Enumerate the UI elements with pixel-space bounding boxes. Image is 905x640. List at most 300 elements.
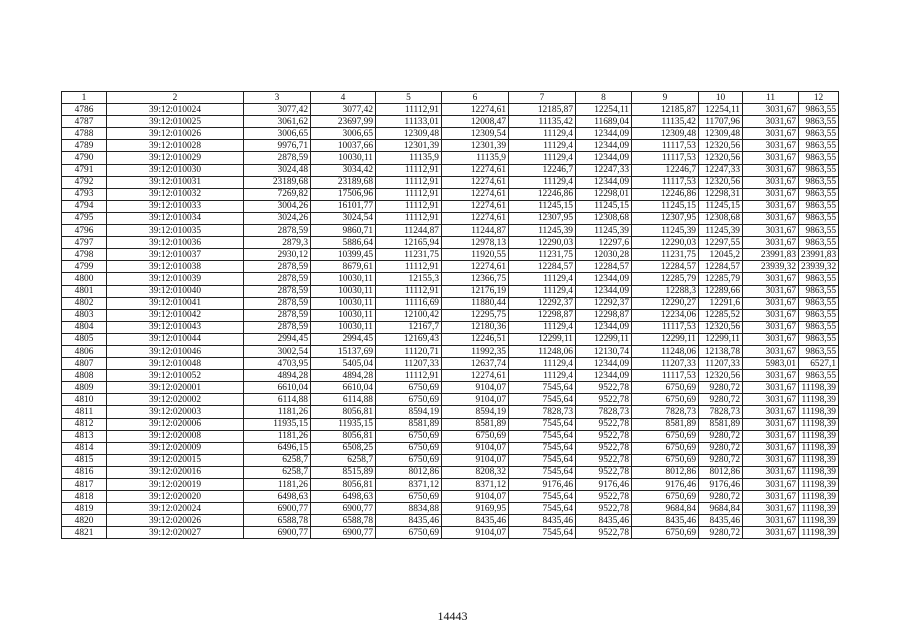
table-row	[62, 309, 839, 321]
table-cell: 6750,69	[632, 491, 699, 503]
table-cell: 3031,67	[743, 394, 799, 406]
table-cell: 11245,39	[632, 225, 699, 237]
table-cell: 3031,67	[743, 152, 799, 164]
table-cell: 2994,45	[244, 333, 311, 345]
table-cell: 11198,39	[799, 491, 839, 503]
table-cell: 4703,95	[244, 358, 311, 370]
table-cell: 12285,79	[632, 273, 699, 285]
table-cell: 11198,39	[799, 382, 839, 394]
table-cell: 4796	[62, 225, 107, 237]
table-cell: 4820	[62, 515, 107, 527]
table-cell: 6750,69	[632, 430, 699, 442]
table-cell: 39:12:020009	[107, 442, 244, 454]
table-cell: 12320,56	[699, 176, 743, 188]
table-cell: 2994,45	[311, 333, 376, 345]
table-cell: 12246,86	[509, 188, 576, 200]
table-cell: 7545,64	[509, 430, 576, 442]
column-header-4: 4	[311, 92, 376, 104]
table-cell: 3031,67	[743, 527, 799, 539]
table-cell: 39:12:010037	[107, 249, 244, 261]
table-cell: 8371,12	[376, 479, 442, 491]
table-cell: 7545,64	[509, 454, 576, 466]
table-cell: 11245,39	[576, 225, 632, 237]
table-cell: 3061,62	[244, 116, 311, 128]
table-cell: 12637,74	[442, 358, 509, 370]
table-row	[62, 152, 839, 164]
table-cell: 12169,43	[376, 333, 442, 345]
table-cell: 39:12:010026	[107, 128, 244, 140]
table-cell: 11245,39	[509, 225, 576, 237]
table-cell: 23189,68	[311, 176, 376, 188]
table-cell: 3024,26	[244, 212, 311, 224]
table-cell: 3031,67	[743, 225, 799, 237]
table-cell: 4818	[62, 491, 107, 503]
table-cell: 9863,55	[799, 212, 839, 224]
table-cell: 9522,78	[576, 503, 632, 515]
table-cell: 12285,52	[699, 309, 743, 321]
table-cell: 12185,87	[509, 104, 576, 116]
table-cell: 9863,55	[799, 140, 839, 152]
table-cell: 12274,61	[442, 200, 509, 212]
table-cell: 8581,89	[632, 418, 699, 430]
table-cell: 11244,87	[442, 225, 509, 237]
table-cell: 11198,39	[799, 442, 839, 454]
table-cell: 11198,39	[799, 454, 839, 466]
table-cell: 23939,32	[743, 261, 799, 273]
table-cell: 39:12:020002	[107, 394, 244, 406]
table-cell: 12284,57	[576, 261, 632, 273]
table-cell: 12291,6	[699, 297, 743, 309]
table-cell: 11129,4	[509, 128, 576, 140]
table-cell: 23991,83	[799, 249, 839, 261]
table-row	[62, 454, 839, 466]
table-cell: 9522,78	[576, 382, 632, 394]
table-cell: 8435,46	[442, 515, 509, 527]
table-cell: 2878,59	[244, 152, 311, 164]
table-cell: 3031,67	[743, 454, 799, 466]
table-cell: 6750,69	[632, 454, 699, 466]
table-cell: 7545,64	[509, 442, 576, 454]
table-cell: 12274,61	[442, 164, 509, 176]
table-cell: 4809	[62, 382, 107, 394]
table-cell: 9280,72	[699, 442, 743, 454]
table-row	[62, 406, 839, 418]
table-cell: 4803	[62, 309, 107, 321]
table-cell: 12320,56	[699, 140, 743, 152]
table-cell: 11198,39	[799, 394, 839, 406]
table-cell: 12320,56	[699, 321, 743, 333]
table-cell: 4821	[62, 527, 107, 539]
table-cell: 39:12:010025	[107, 116, 244, 128]
table-cell: 3006,65	[244, 128, 311, 140]
table-cell: 7828,73	[699, 406, 743, 418]
table-cell: 6750,69	[376, 491, 442, 503]
table-row	[62, 491, 839, 503]
table-cell: 8371,12	[442, 479, 509, 491]
table-cell: 2878,59	[244, 285, 311, 297]
table-cell: 3031,67	[743, 116, 799, 128]
table-cell: 4795	[62, 212, 107, 224]
table-row	[62, 503, 839, 515]
table-cell: 39:12:010034	[107, 212, 244, 224]
table-cell: 11112,91	[376, 212, 442, 224]
table-cell: 11245,39	[699, 225, 743, 237]
table-cell: 9522,78	[576, 454, 632, 466]
table-cell: 12301,39	[442, 140, 509, 152]
table-cell: 3024,48	[244, 164, 311, 176]
table-row	[62, 164, 839, 176]
table-cell: 4800	[62, 273, 107, 285]
table-row	[62, 212, 839, 224]
table-cell: 17506,96	[311, 188, 376, 200]
table-cell: 12308,68	[699, 212, 743, 224]
table-cell: 4787	[62, 116, 107, 128]
table-cell: 9684,84	[699, 503, 743, 515]
table-cell: 39:12:010024	[107, 104, 244, 116]
table-cell: 9863,55	[799, 188, 839, 200]
table-cell: 4806	[62, 345, 107, 357]
table-row	[62, 200, 839, 212]
column-header-1: 1	[62, 92, 107, 104]
table-cell: 9104,07	[442, 442, 509, 454]
table-cell: 8012,86	[632, 466, 699, 478]
table-cell: 8581,89	[442, 418, 509, 430]
table-cell: 39:12:010038	[107, 261, 244, 273]
table-cell: 11248,06	[632, 345, 699, 357]
table-cell: 3004,26	[244, 200, 311, 212]
table-cell: 6750,69	[376, 382, 442, 394]
table-cell: 6610,04	[244, 382, 311, 394]
table-cell: 8012,86	[699, 466, 743, 478]
table-cell: 12344,09	[576, 358, 632, 370]
table-cell: 7828,73	[632, 406, 699, 418]
column-header-5: 5	[376, 92, 442, 104]
table-cell: 11135,42	[509, 116, 576, 128]
table-cell: 23939,32	[799, 261, 839, 273]
table-cell: 9863,55	[799, 200, 839, 212]
table-cell: 3031,67	[743, 273, 799, 285]
table-row	[62, 442, 839, 454]
table-cell: 11245,15	[576, 200, 632, 212]
table-cell: 4797	[62, 237, 107, 249]
table-cell: 4815	[62, 454, 107, 466]
table-cell: 9863,55	[799, 345, 839, 357]
table-cell: 6498,63	[311, 491, 376, 503]
table-row	[62, 104, 839, 116]
table-cell: 11920,55	[442, 249, 509, 261]
table-cell: 8435,46	[699, 515, 743, 527]
table-cell: 11117,53	[632, 176, 699, 188]
table-cell: 11112,91	[376, 200, 442, 212]
table-cell: 11133,01	[376, 116, 442, 128]
table-cell: 39:12:010039	[107, 273, 244, 285]
table-cell: 2878,59	[244, 297, 311, 309]
table-cell: 3031,67	[743, 503, 799, 515]
data-table	[61, 91, 839, 539]
table-cell: 12284,57	[632, 261, 699, 273]
table-cell: 4812	[62, 418, 107, 430]
table-cell: 7269,82	[244, 188, 311, 200]
table-cell: 5983,01	[743, 358, 799, 370]
table-row	[62, 418, 839, 430]
table-cell: 12309,48	[632, 128, 699, 140]
table-cell: 12254,11	[576, 104, 632, 116]
table-cell: 12344,09	[576, 285, 632, 297]
table-cell: 4792	[62, 176, 107, 188]
table-cell: 39:12:010028	[107, 140, 244, 152]
table-cell: 8056,81	[311, 430, 376, 442]
table-cell: 5886,64	[311, 237, 376, 249]
table-cell: 2930,12	[244, 249, 311, 261]
table-cell: 12344,09	[576, 152, 632, 164]
table-cell: 39:12:010032	[107, 188, 244, 200]
table-cell: 4788	[62, 128, 107, 140]
table-row	[62, 527, 839, 539]
table-cell: 4805	[62, 333, 107, 345]
table-cell: 11117,53	[632, 321, 699, 333]
table-cell: 4802	[62, 297, 107, 309]
table-cell: 6258,7	[244, 466, 311, 478]
table-cell: 10037,66	[311, 140, 376, 152]
table-cell: 12288,3	[632, 285, 699, 297]
table-cell: 4894,28	[311, 370, 376, 382]
table-cell: 2878,59	[244, 321, 311, 333]
table-cell: 3031,67	[743, 406, 799, 418]
table-cell: 9976,71	[244, 140, 311, 152]
table-cell: 9863,55	[799, 309, 839, 321]
table-row	[62, 273, 839, 285]
table-cell: 12298,01	[576, 188, 632, 200]
table-cell: 11707,96	[699, 116, 743, 128]
table-cell: 8834,88	[376, 503, 442, 515]
table-cell: 9522,78	[576, 466, 632, 478]
table-cell: 9176,46	[632, 479, 699, 491]
table-cell: 9863,55	[799, 176, 839, 188]
table-cell: 9863,55	[799, 370, 839, 382]
table-cell: 9280,72	[699, 382, 743, 394]
column-header-7: 7	[509, 92, 576, 104]
table-cell: 8208,32	[442, 466, 509, 478]
table-cell: 6750,69	[376, 430, 442, 442]
table-cell: 3002,54	[244, 345, 311, 357]
table-cell: 12295,75	[442, 309, 509, 321]
table-cell: 7828,73	[509, 406, 576, 418]
table-cell: 3031,67	[743, 430, 799, 442]
table-cell: 6496,15	[244, 442, 311, 454]
table-cell: 12298,31	[699, 188, 743, 200]
table-cell: 16101,77	[311, 200, 376, 212]
table-cell: 3031,67	[743, 212, 799, 224]
table-cell: 39:12:020020	[107, 491, 244, 503]
table-cell: 10030,11	[311, 152, 376, 164]
table-cell: 39:12:010036	[107, 237, 244, 249]
table-cell: 11245,15	[632, 200, 699, 212]
table-cell: 8581,89	[699, 418, 743, 430]
table-cell: 11198,39	[799, 430, 839, 442]
table-cell: 12298,87	[509, 309, 576, 321]
table-cell: 12299,11	[699, 333, 743, 345]
table-cell: 12366,75	[442, 273, 509, 285]
table-cell: 12309,48	[699, 128, 743, 140]
table-cell: 7545,64	[509, 466, 576, 478]
table-cell: 12155,3	[376, 273, 442, 285]
table-row	[62, 370, 839, 382]
table-cell: 39:12:010029	[107, 152, 244, 164]
table-cell: 6498,63	[244, 491, 311, 503]
table-cell: 11244,87	[376, 225, 442, 237]
table-cell: 11112,91	[376, 188, 442, 200]
table-cell: 39:12:020016	[107, 466, 244, 478]
table-cell: 3024,54	[311, 212, 376, 224]
table-cell: 11129,4	[509, 358, 576, 370]
table-cell: 12185,87	[632, 104, 699, 116]
table-cell: 11129,4	[509, 285, 576, 297]
table-cell: 6750,69	[376, 442, 442, 454]
table-cell: 39:12:020015	[107, 454, 244, 466]
table-cell: 11198,39	[799, 479, 839, 491]
table-cell: 12297,55	[699, 237, 743, 249]
table-cell: 7545,64	[509, 418, 576, 430]
table-cell: 3031,67	[743, 479, 799, 491]
table-cell: 4786	[62, 104, 107, 116]
table-cell: 4810	[62, 394, 107, 406]
column-header-11: 11	[743, 92, 799, 104]
table-cell: 12344,09	[576, 128, 632, 140]
table-cell: 4807	[62, 358, 107, 370]
table-cell: 6750,69	[376, 394, 442, 406]
table-cell: 12298,87	[576, 309, 632, 321]
table-cell: 8594,19	[442, 406, 509, 418]
table-cell: 39:12:020024	[107, 503, 244, 515]
table-cell: 12045,2	[699, 249, 743, 261]
table-cell: 39:12:020019	[107, 479, 244, 491]
table-cell: 4814	[62, 442, 107, 454]
table-cell: 8056,81	[311, 479, 376, 491]
table-cell: 11198,39	[799, 418, 839, 430]
column-header-6: 6	[442, 92, 509, 104]
table-cell: 5405,04	[311, 358, 376, 370]
table-cell: 3031,67	[743, 345, 799, 357]
table-cell: 12100,42	[376, 309, 442, 321]
table-cell: 39:12:020026	[107, 515, 244, 527]
table-row	[62, 249, 839, 261]
table-cell: 11112,91	[376, 370, 442, 382]
table-cell: 12344,09	[576, 321, 632, 333]
table-cell: 9104,07	[442, 394, 509, 406]
table-cell: 12344,09	[576, 176, 632, 188]
column-header-12: 12	[799, 92, 839, 104]
table-cell: 12284,57	[509, 261, 576, 273]
table-row	[62, 237, 839, 249]
column-header-9: 9	[632, 92, 699, 104]
table-cell: 2878,59	[244, 225, 311, 237]
table-cell: 11117,53	[632, 370, 699, 382]
table-cell: 1181,26	[244, 430, 311, 442]
table-cell: 6508,25	[311, 442, 376, 454]
table-cell: 9863,55	[799, 237, 839, 249]
table-cell: 4894,28	[244, 370, 311, 382]
column-header-3: 3	[244, 92, 311, 104]
table-cell: 9176,46	[576, 479, 632, 491]
table-cell: 11135,42	[632, 116, 699, 128]
table-cell: 3006,65	[311, 128, 376, 140]
table-cell: 9280,72	[699, 394, 743, 406]
table-cell: 12285,79	[699, 273, 743, 285]
table-cell: 3031,67	[743, 297, 799, 309]
table-cell: 12344,09	[576, 140, 632, 152]
column-header-10: 10	[699, 92, 743, 104]
table-cell: 7545,64	[509, 503, 576, 515]
table-cell: 11135,9	[376, 152, 442, 164]
table-cell: 39:12:010048	[107, 358, 244, 370]
table-cell: 11880,44	[442, 297, 509, 309]
table-cell: 2879,3	[244, 237, 311, 249]
table-body	[62, 104, 839, 539]
table-cell: 12320,56	[699, 370, 743, 382]
table-cell: 4794	[62, 200, 107, 212]
table-cell: 11116,69	[376, 297, 442, 309]
table-row	[62, 285, 839, 297]
table-cell: 3031,67	[743, 370, 799, 382]
table-cell: 11198,39	[799, 406, 839, 418]
table-cell: 6114,88	[244, 394, 311, 406]
table-cell: 4798	[62, 249, 107, 261]
table-cell: 6750,69	[632, 442, 699, 454]
table-row	[62, 333, 839, 345]
table-cell: 12247,33	[699, 164, 743, 176]
table-cell: 9863,55	[799, 152, 839, 164]
table-row	[62, 345, 839, 357]
table-cell: 12246,7	[509, 164, 576, 176]
table-cell: 9280,72	[699, 491, 743, 503]
table-cell: 2878,59	[244, 273, 311, 285]
table-cell: 12246,51	[442, 333, 509, 345]
table-cell: 9522,78	[576, 418, 632, 430]
table-cell: 9863,55	[799, 164, 839, 176]
table-cell: 6588,78	[311, 515, 376, 527]
table-cell: 11992,35	[442, 345, 509, 357]
table-cell: 11129,4	[509, 273, 576, 285]
table-cell: 9280,72	[699, 430, 743, 442]
table-cell: 11129,4	[509, 370, 576, 382]
table-cell: 11117,53	[632, 140, 699, 152]
table-cell: 11207,33	[699, 358, 743, 370]
table-row	[62, 128, 839, 140]
table-cell: 6750,69	[632, 394, 699, 406]
table-cell: 6588,78	[244, 515, 311, 527]
table-cell: 39:12:010046	[107, 345, 244, 357]
table-cell: 9104,07	[442, 527, 509, 539]
table-row	[62, 382, 839, 394]
table-cell: 4813	[62, 430, 107, 442]
table-cell: 3031,67	[743, 237, 799, 249]
table-cell: 11935,15	[311, 418, 376, 430]
table-cell: 9863,55	[799, 116, 839, 128]
table-cell: 3077,42	[244, 104, 311, 116]
table-cell: 12008,47	[442, 116, 509, 128]
table-cell: 11112,91	[376, 176, 442, 188]
table-cell: 4789	[62, 140, 107, 152]
table-cell: 8679,61	[311, 261, 376, 273]
table-cell: 9863,55	[799, 225, 839, 237]
table-cell: 12344,09	[576, 273, 632, 285]
table-cell: 12254,11	[699, 104, 743, 116]
table-cell: 15137,69	[311, 345, 376, 357]
table-cell: 3031,67	[743, 333, 799, 345]
table-cell: 11231,75	[632, 249, 699, 261]
table-cell: 11248,06	[509, 345, 576, 357]
table-cell: 8435,46	[376, 515, 442, 527]
